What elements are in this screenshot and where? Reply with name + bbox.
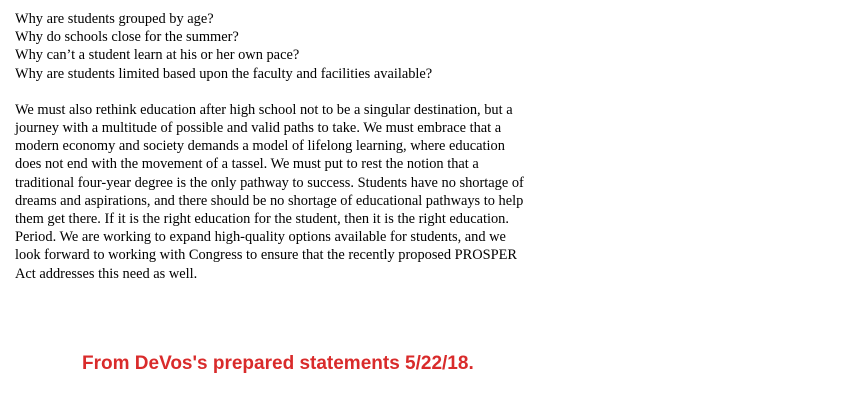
paragraph-line: traditional four-year degree is the only pathway to success. Students have no shortage of	[15, 174, 524, 191]
question-line: Why can’t a student learn at his or her own pace?	[15, 47, 300, 64]
body-paragraph	[15, 101, 615, 283]
question-line: Why are students grouped by age?	[15, 11, 214, 27]
paragraph-line: dreams and aspirations, and there should be no shortage of educational pathways to help	[15, 192, 524, 209]
paragraph-line: Act addresses this need as well.	[15, 265, 198, 282]
document-body	[15, 10, 615, 283]
question-line: Why do schools close for the summer?	[15, 29, 239, 46]
question-list	[15, 10, 615, 83]
paragraph-line: journey with a multitude of possible and valid paths to take. We must embrace that a	[15, 120, 502, 137]
paragraph-line: them get there. If it is the right education for the student, then it is the right education.	[15, 211, 509, 228]
question-line: Why are students limited based upon the faculty and facilities available?	[15, 65, 433, 82]
paragraph-line: Period. We are working to expand high-quality options available for students, and we	[15, 229, 506, 246]
paragraph-line: does not end with the movement of a tassel. We must put to rest the notion that a	[15, 156, 479, 173]
source-caption: From DeVos's prepared statements 5/22/18.	[82, 353, 474, 374]
paragraph-line: We must also rethink education after high school not to be a singular destination, but a	[15, 101, 513, 118]
paragraph-line: look forward to working with Congress to ensure that the recently proposed PROSPER	[15, 247, 518, 264]
paragraph-line: modern economy and society demands a model of lifelong learning, where education	[15, 138, 505, 155]
